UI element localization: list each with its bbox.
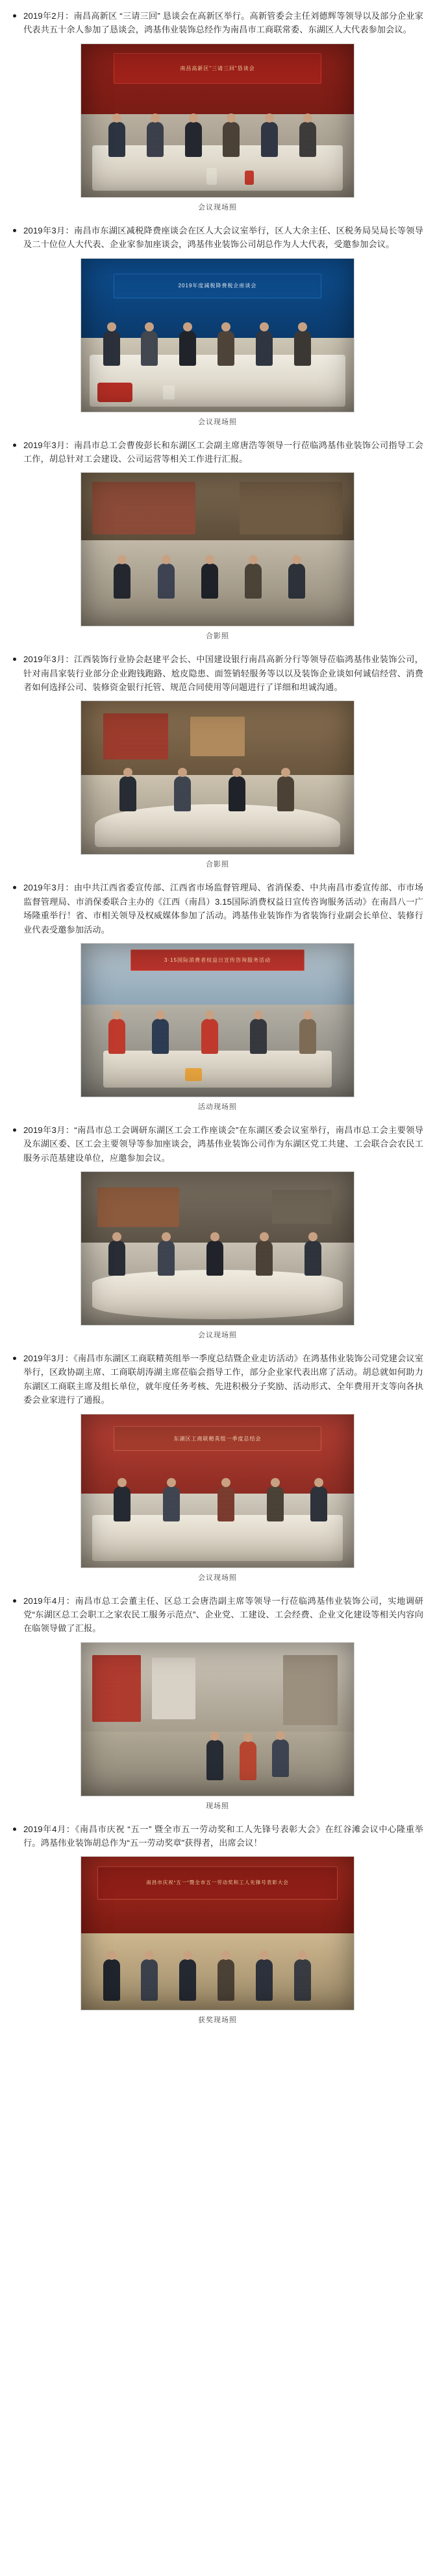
- bullet-icon: [13, 1599, 16, 1603]
- entry-paragraph: [12, 438, 423, 466]
- record-entry: [12, 438, 423, 641]
- entry-paragraph: [12, 9, 423, 37]
- photo-caption: 会议现场照: [198, 418, 237, 426]
- bullet-icon: [13, 14, 16, 18]
- record-entry: [12, 881, 423, 1112]
- entry-body-text: 2019年3月：南昌市东湖区减税降费座谈会在区人大会议室举行，区人大余主任、区税务局吴局长等领导及二十位位人大代表、企业家参加座谈会，鸿基伟业装饰公司胡总作为人大代表，受邀参加会议。: [23, 225, 423, 250]
- entry-photo-block: [12, 1856, 423, 2025]
- entry-photo-block: [12, 472, 423, 641]
- bullet-icon: [13, 1128, 16, 1132]
- entry-photo-block: [12, 258, 423, 427]
- entry-body-text: 2019年3月：“南昌市总工会调研东湖区工会工作座谈会”在东湖区委会议室举行，南昌市总工会主要领导及东湖区委、区工会主要领导等参加座谈会，鸿基伟业装饰公司作为东湖区党工共建、工会联合会农民工服务示范基建设单位，应邀参加会议。: [23, 1125, 423, 1163]
- entry-body-text: 2019年4月：《南昌市庆祝 “五一” 暨全市五一劳动奖和工人先锋号表彰大会》在红谷滩会议中心隆重举行。鸿基伟业装饰胡总作为“五一劳动奖章”获得者，出席会议！: [23, 1824, 423, 1848]
- entry-photo-block: [12, 1414, 423, 1582]
- entry-photo-block: [12, 1171, 423, 1340]
- photo-banner-text: 3·15国际消费者权益日宣传咨询服务活动: [130, 949, 305, 971]
- entry-body-text: 2019年4月：南昌市总工会董主任、区总工会唐浩副主席等领导一行莅临鸿基伟业装饰公司，实地调研党“东湖区总工会职工之家农民工服务示范点”、企业党、工建设、工会经费、企业文化建设等相关内容向在临领导做了汇报。: [23, 1595, 423, 1634]
- entry-photo-block: [12, 943, 423, 1112]
- photo-office-group-photo: [81, 472, 354, 626]
- entry-body-text: 2019年3月：由中共江西省委宣传部、江西省市场监督管理局、省消保委、中共南昌市委宣传部、市市场监督管理局、市消保委联合主办的《江西（南昌）3.15国际消费权益日宣传咨询服务活动》在南昌八一广场隆重举行！省、市相关领导及权威媒体参加了活动。鸿基伟业装饰作为省装饰行业副会长单位、装修行业代表受邀参加活动。: [23, 883, 423, 935]
- photo-oval-table-meeting: [81, 1171, 354, 1326]
- record-entry: [12, 224, 423, 427]
- entry-paragraph: [12, 1822, 423, 1850]
- photo-caption: 获奖现场照: [198, 2016, 237, 2025]
- entry-photo-block: [12, 43, 423, 212]
- photo-conference-blue-backdrop: [81, 258, 354, 412]
- photo-banner-text: 东湖区工商联精英组一季度总结会: [114, 1426, 321, 1451]
- entry-body-text: 2019年3月：《南昌市东湖区工商联精英组举一季度总结暨企业走访活动》在鸿基伟业装饰公司党建会议室举行，区政协副主席、工商联胡涛湖主席莅临会指导工作，部分企业家代表出席了活动。胡总就如何助力东湖区工商联主席及组长单位，就年度任务考核、先进积极分子奖励、活动形式、全年费用开支等向各执委会业家进行了通报。: [23, 1354, 423, 1405]
- record-entry: [12, 1352, 423, 1582]
- record-entry: [12, 1594, 423, 1811]
- photo-outdoor-plaza-booth: [81, 943, 354, 1097]
- entry-paragraph: [12, 881, 423, 936]
- photo-showroom-visit: [81, 1642, 354, 1796]
- bullet-icon: [13, 658, 16, 661]
- photo-caption: 合影照: [206, 632, 229, 641]
- photo-banner-text: 南昌高新区“三请三回”恳谈会: [114, 53, 321, 84]
- entry-body-text: 2019年3月：南昌市总工会曹俊彭长和东湖区工会副主席唐浩等领导一行莅临鸿基伟业装饰公司指导工会工作，胡总针对工会建设、公司运营等相关工作进行汇报。: [23, 440, 423, 464]
- photo-party-building-room: [81, 1414, 354, 1568]
- entry-paragraph: [12, 224, 423, 252]
- photo-caption: 会议现场照: [198, 1573, 237, 1582]
- entry-photo-block: [12, 700, 423, 869]
- entry-body-text: 2019年3月：江西装饰行业协会赵建平会长、中国建设银行南昌高新分行等领导莅临鸿基伟业装饰公司，针对南昌家装行业部分企业跑钱跑路、尬皮隐患、面签销轻服务等以以及装饰企业谈如何诚信经营、消费者如何选择公司、装修资金银行托管、规范合同使用等问题进行了详细和坦诚沟通。: [23, 654, 423, 692]
- photo-award-ceremony-stage: [81, 1856, 354, 2010]
- entry-body-text: 2019年2月：南昌高新区 “三请三回” 恳谈会在高新区举行。高新管委会主任刘德辉等领导以及部分企业家代表共五十余人参加了恳谈会，鸿基伟业装饰总经作为南昌市工商联常委、东湖区人大代表参加会议。: [23, 11, 423, 35]
- entry-paragraph: [12, 652, 423, 694]
- photo-caption: 现场照: [206, 1802, 229, 1810]
- bullet-icon: [13, 886, 16, 889]
- entry-paragraph: [12, 1123, 423, 1165]
- photo-banner-text: 2019年度减税降费税企座谈会: [114, 274, 321, 298]
- record-entry: [12, 9, 423, 212]
- photo-caption: 会议现场照: [198, 1331, 237, 1339]
- bullet-icon: [13, 444, 16, 447]
- record-entry: [12, 652, 423, 869]
- photo-caption: 合影照: [206, 861, 229, 869]
- bullet-icon: [13, 1357, 16, 1360]
- photo-roundtable-discussion: [81, 700, 354, 855]
- bullet-icon: [13, 229, 16, 232]
- record-entry: [12, 1822, 423, 2025]
- photo-caption: 会议现场照: [198, 203, 237, 211]
- entry-paragraph: [12, 1352, 423, 1407]
- photo-meeting-red-banner: [81, 43, 354, 198]
- photo-banner-text: 南昌市庆祝“五一”暨全市五一劳动奖和工人先锋号表彰大会: [97, 1866, 338, 1900]
- photo-caption: 活动现场照: [198, 1103, 237, 1111]
- entry-photo-block: [12, 1642, 423, 1811]
- entry-paragraph: [12, 1594, 423, 1636]
- bullet-icon: [13, 1828, 16, 1831]
- record-entry: [12, 1123, 423, 1340]
